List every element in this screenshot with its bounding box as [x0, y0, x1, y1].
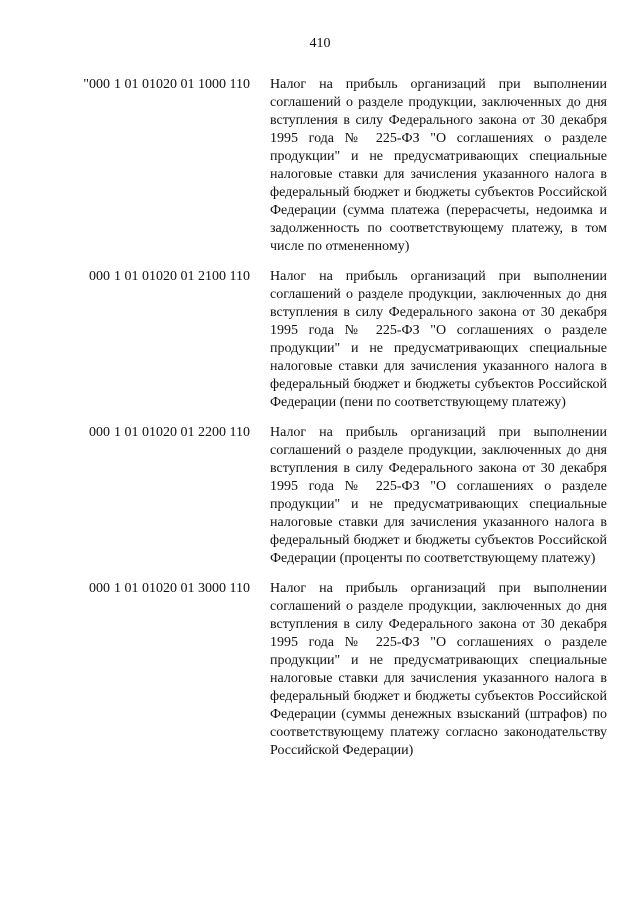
kbk-code: 1 01 01020 01 2100 110 — [114, 269, 250, 284]
admin-code: 000 — [89, 581, 110, 596]
admin-code: 000 — [89, 425, 110, 440]
table-row — [0, 424, 640, 568]
budget-classification-table — [0, 76, 640, 772]
page-number: 410 — [309, 36, 331, 51]
table-row — [0, 76, 640, 256]
kbk-code: 1 01 01020 01 1000 110 — [114, 77, 250, 92]
admin-code: 000 — [89, 269, 110, 284]
income-description: Налог на прибыль организаций при выполнении соглашений о разделе продукции, заключенных до дня вступления в силу Федерального закона от 30 декабря 1995 года № 225-ФЗ "О соглашениях о разделе продукции" и не предусматривающих специальные налоговые ставки для зачисления указанного налога в федеральный бюджет и бюджеты субъектов Российской Федерации (суммы денежных взысканий (штрафов) по соответствующему платежу согласно законодательству Российской Федерации) — [270, 581, 607, 758]
admin-code: "000 — [83, 77, 110, 92]
income-description: Налог на прибыль организаций при выполнении соглашений о разделе продукции, заключенных до дня вступления в силу Федерального закона от 30 декабря 1995 года № 225-ФЗ "О соглашениях о разделе продукции" и не предусматривающих специальные налоговые ставки для зачисления указанного налога в федеральный бюджет и бюджеты субъектов Российской Федерации (проценты по соответствующему платежу) — [270, 425, 607, 566]
kbk-code: 1 01 01020 01 2200 110 — [114, 425, 250, 440]
table-row — [0, 580, 640, 760]
income-description: Налог на прибыль организаций при выполнении соглашений о разделе продукции, заключенных до дня вступления в силу Федерального закона от 30 декабря 1995 года № 225-ФЗ "О соглашениях о разделе продукции" и не предусматривающих специальные налоговые ставки для зачисления указанного налога в федеральный бюджет и бюджеты субъектов Российской Федерации (сумма платежа (перерасчеты, недоимка и задолженность по соответствующему платежу, в том числе по отмененному) — [270, 77, 607, 254]
table-row — [0, 268, 640, 412]
kbk-code: 1 01 01020 01 3000 110 — [114, 581, 250, 596]
income-description: Налог на прибыль организаций при выполнении соглашений о разделе продукции, заключенных до дня вступления в силу Федерального закона от 30 декабря 1995 года № 225-ФЗ "О соглашениях о разделе продукции" и не предусматривающих специальные налоговые ставки для зачисления указанного налога в федеральный бюджет и бюджеты субъектов Российской Федерации (пени по соответствующему платежу) — [270, 269, 607, 410]
